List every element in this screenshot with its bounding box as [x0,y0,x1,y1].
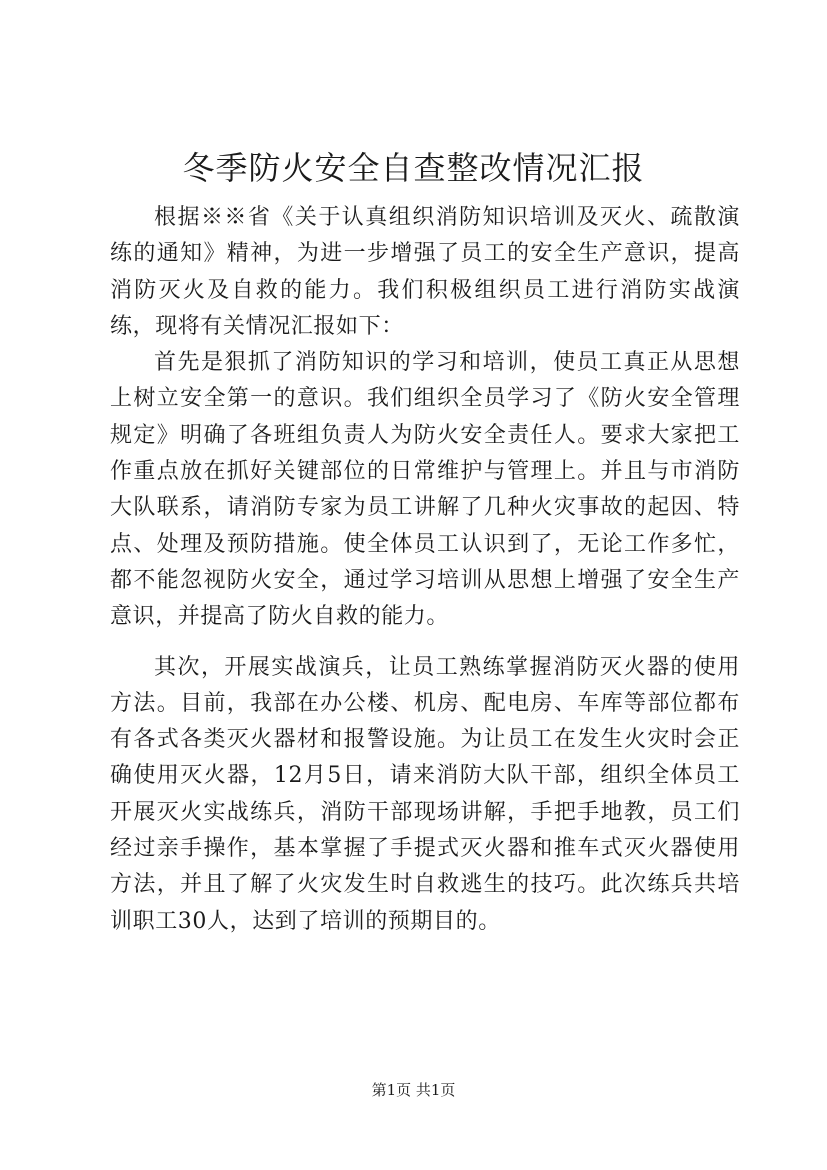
paragraph-drill: 其次，开展实战演兵，让员工熟练掌握消防灭火器的使用方法。目前，我部在办公楼、机房、配电房、车库等部位都布有各式各类灭火器材和报警设施。为让员工在发生火灾时会正确使用灭火器，12月5日，请来消防大队干部，组织全体员工开展灭火实战练兵，消防干部现场讲解，手把手地教，员工们经过亲手操作，基本掌握了手提式灭火器和推车式灭火器使用方法，并且了解了火灾发生时自救逃生的技巧。此次练兵共培训职工30人，达到了培训的预期目的。 [110,654,740,934]
page-footer: 第1页 共1页 [371,1081,456,1099]
document-body [110,200,740,940]
paragraph-intro: 根据※※省《关于认真组织消防知识培训及灭火、疏散演练的通知》精神，为进一步增强了员工的安全生产意识，提高消防灭火及自救的能力。我们积极组织员工进行消防实战演练，现将有关情况汇报如下： [110,205,740,339]
document-title: 冬季防火安全自查整改情况汇报 [182,149,645,187]
paragraph-training: 首先是狠抓了消防知识的学习和培训，使员工真正从思想上树立安全第一的意识。我们组织全员学习了《防火安全管理规定》明确了各班组负责人为防火安全责任人。要求大家把工作重点放在抓好关键部位的日常维护与管理上。并且与市消防大队联系，请消防专家为员工讲解了几种火灾事故的起因、特点、处理及预防措施。使全体员工认识到了，无论工作多忙，都不能忽视防火安全，通过学习培训从思想上增强了安全生产意识，并提高了防火自救的能力。 [110,350,740,630]
